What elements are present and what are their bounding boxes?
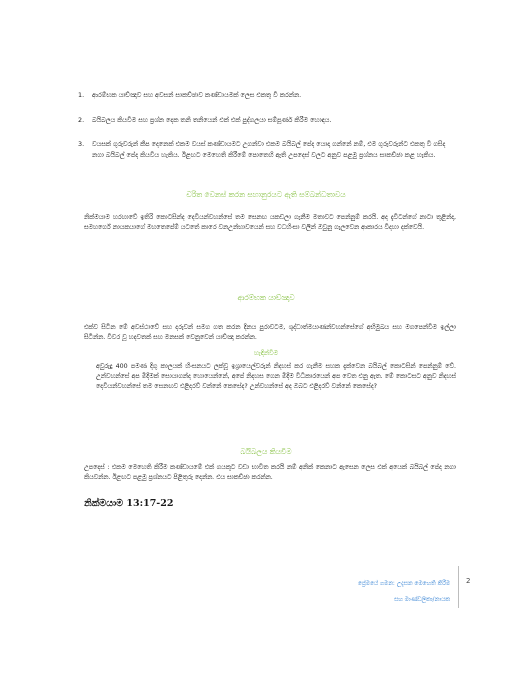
- list-number: 2.: [78, 116, 85, 124]
- list-text: බයිබලය කියවීම සහ ප්‍රශ්න දෙක තනි තනියෙන් එක් එක් පුද්ගලයා සම්පූර්ණ කිරීම හොඳය.: [92, 116, 332, 124]
- list-item: [78, 90, 450, 101]
- section-paragraph-character: නික්මයාම හරහාවේ ඉතිරි කොටසින්ද දෙවියන්වහන්සේ තම සෙනඟ යකඩලා ගැනීම මතාවට පෙන්නුම් කරයි. අද දැවිටන්ගේ නාටා තුළින්ද, සමහර්ගේ නායකයාගේ මහතෙපේම් යටතේ කාරෙ වනඋන්භාවයෙන් සහ වධහිංසා වලින් ඔවුනු ගැලවෙන ආකාරය විදහා දක්වෙයි.: [84, 214, 456, 232]
- section-heading-opening-prayer: ආරම්භක යාච්ඤාව: [237, 293, 295, 302]
- list-text: ආරම්භක යාච්ඤාව සහ අවසන් සාකච්ඡාව කණ්ඩායමක් ලෙස එකතු වී කරන්න.: [92, 91, 302, 99]
- scripture-reference: නික්මයාම 13:17-22: [84, 498, 174, 509]
- list-text: වයසක් ගුරුවරුන් කීප දෙනෙක් එකම වයස් කණ්ඩායමට උගන්වා එකම බයිබල් පේද යොදා ගන්නේ නම්, එම ගුරුවරුන්ට එකතු වී ගසිද නගා බයිබල් පේද කියවිය හැකිය. ඊළඟට මෙහෙති කිරීමේ පොතෙහි ඇති උපදෙස් වලට අනුව පළමු ප්‍රශ්නය සාකච්ඡා කළ හැකිය.: [92, 140, 446, 159]
- section-paragraph-bible-reading: උපදෙස් : එකම මෙහෙති කිරීම කණ්ඩායමේ එක් ගයකුට වඩා භාවිත කරයි නම් අනික් කෙනාට ඇසෙන ලෙස එක් අයෙක් බයිබල් පේද නගා කියවන්න. ඊළඟට පළමු ප්‍රශ්නයට පිළිතුරු දෙන්න. එය සාකච්ඡා කරන්න.: [84, 464, 456, 482]
- footer-subtitle: සහ මාණ්ඩලිකා/නායක: [394, 597, 450, 603]
- list-number: 1.: [78, 91, 85, 99]
- list-item: [78, 115, 450, 126]
- section-paragraph-introduction: අවුරුදු 400 පමණ දිගු කාලයක් හිංසනයට ලක්වූ ඉශ්‍රායෙල්වරුන් නිදහස් කර ගැනීම සහක දැක්වෙන බයිබල් කොටසින් පෙන්නුම් වේ. උන්වහන්සේ අප මිදීමක් සොයාගන්ද හොයෙන්නේ, අපේ නිදහස ගෙන මිදීම විධිකාරයෙන් අප වෙත එනු ඇත. මේ කොටසට අනුව නිදහස් දෙවියන්වහන්සේ තම සෙනඟව එළිදරව් වන්නේ කෙසේද? උන්වහන්සේ අද ඔබට එළිදරව් වන්නේ කෙසේද?: [96, 363, 456, 391]
- page-footer: [318, 576, 450, 608]
- section-heading-character: චරිත වෙනස් කරන සහානුරයට ඇති සම්බන්ධතාවය: [186, 190, 346, 199]
- instruction-list: [78, 90, 450, 175]
- section-heading-bible-reading: බයිබලය කියවීම: [240, 447, 292, 456]
- page-number: 2: [466, 577, 471, 585]
- section-paragraph-opening-prayer: එක්ව සිටින මේ අවස්ථාවේ සහ දරුවන් සමග ගත කරන දිනය පුරාවටම, ශුද්ධාත්මයාණන්වහන්සේගේ අභිමුඛය සහ මගපෙන්වීම ඉල්ලා සිටින්න. විවර වූ හදවතක් සහ මනසක් වෙනුවෙන් යාච්ඤා කරන්න.: [84, 324, 456, 342]
- footer-divider: [458, 566, 459, 608]
- section-heading-introduction: හැඳින්වීම: [253, 350, 279, 357]
- list-number: 3.: [78, 140, 85, 148]
- list-item: [78, 139, 450, 161]
- footer-title: ප්‍රේමයේ ගමන: උදැසන මෙහෙති කිරීම: [357, 581, 450, 587]
